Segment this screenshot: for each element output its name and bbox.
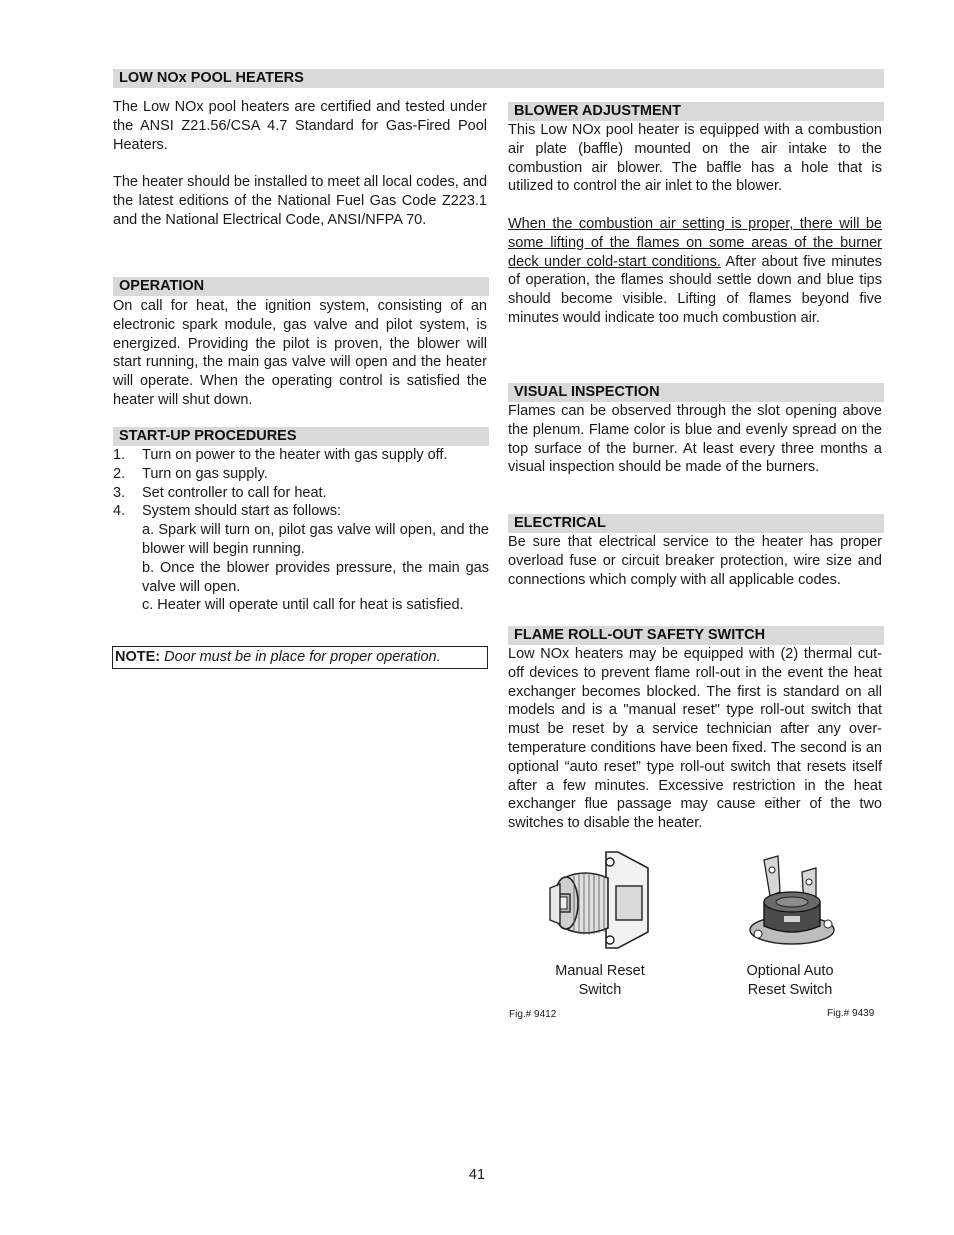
list-item: 4. System should start as follows:: [113, 503, 342, 520]
list-subitem: a. Spark will turn on, pilot gas valve will open, and the blower will begin running.: [142, 522, 489, 557]
flame-rollout-text: Low NOx heaters may be equipped with (2) thermal cut-off devices to prevent flame roll-out in the event the heat exchanger becomes blocked. The first is standard on all models and is a "manual reset" type roll-out switch that must be reset by a service technician after any over-temperature conditions have been fixed. The second is an optional “auto reset” type roll-out switch that resets itself after a few minutes. Excessive restriction in the heat exchanger flue passage may cause either of the two switches to disable the heater.: [508, 646, 882, 832]
low-nox-header: LOW NOx POOL HEATERS: [113, 69, 884, 88]
note-box: [112, 646, 488, 669]
low-nox-paragraph-1: The Low NOx pool heaters are certified and tested under the ANSI Z21.56/CSA 4.7 Standard for Gas-Fired Pool Heaters.: [113, 99, 487, 153]
blower-header: BLOWER ADJUSTMENT: [508, 102, 884, 121]
manual-reset-switch-image: [544, 848, 654, 950]
list-item: 2. Turn on gas supply.: [113, 465, 268, 482]
low-nox-text: [113, 98, 487, 230]
note-label: NOTE:: [115, 649, 161, 665]
operation-text: On call for heat, the ignition system, consisting of an electronic spark module, gas valve and pilot system, is energized. Providing the pilot is proven, the blower will start running, the main gas valve will open and the heater will operate. When the operating control is satisfied the heater will shut down.: [113, 298, 487, 408]
flame-rollout-header: FLAME ROLL-OUT SAFETY SWITCH: [508, 626, 884, 645]
page-number: 41: [468, 1167, 486, 1183]
operation-header: OPERATION: [113, 277, 489, 296]
auto-reset-switch-image: [742, 852, 838, 950]
blower-rest-text: After about five minutes of operation, the flames should settle down and blue tips should become visible. Lifting of flames beyond five minutes would indicate too much combustion air.: [508, 253, 882, 326]
blower-underlined-text: When the combustion air setting is proper, there will be some lifting of the flames on some areas of the burner deck under cold-start conditions.: [508, 215, 882, 270]
low-nox-paragraph-2: The heater should be installed to meet all local codes, and the latest editions of the National Fuel Gas Code Z223.1 and the National Electrical Code, ANSI/NFPA 70.: [113, 174, 488, 228]
visual-inspection-header: VISUAL INSPECTION: [508, 383, 884, 402]
list-item: 1. Turn on power to the heater with gas supply off.: [113, 447, 448, 463]
figure-number-9412: Fig.# 9412: [509, 1009, 557, 1020]
electrical-header: ELECTRICAL: [508, 514, 884, 533]
visual-inspection-text: Flames can be observed through the slot opening above the plenum. Flame color is blue and evenly spread on the top surface of the burner. At least every three months a visual inspection should be made of the burners.: [508, 403, 882, 476]
figure-number-9439: Fig.# 9439: [827, 1008, 875, 1019]
list-subitem: b. Once the blower provides pressure, the main gas valve will open.: [142, 559, 489, 595]
manual-reset-caption: Manual Reset Switch: [555, 963, 645, 998]
startup-header: START-UP PROCEDURES: [113, 427, 489, 446]
note-text: Door must be in place for proper operation.: [164, 649, 441, 665]
auto-reset-caption: Optional Auto Reset Switch: [746, 963, 834, 998]
electrical-text: Be sure that electrical service to the heater has proper overload fuse or circuit breaker protection, wire size and connections which comply with all applicable codes.: [508, 534, 882, 588]
blower-text: [508, 121, 882, 328]
list-subitem: c. Heater will operate until call for heat is satisfied.: [142, 597, 464, 614]
startup-list: [113, 446, 489, 615]
blower-paragraph-2: [508, 215, 882, 328]
list-item: 3. Set controller to call for heat.: [113, 484, 327, 501]
blower-paragraph-1: This Low NOx pool heater is equipped with a combustion air plate (baffle) mounted on the air intake to the combustion air blower. The baffle has a hole that is utilized to control the air inlet to the blower.: [508, 122, 882, 195]
